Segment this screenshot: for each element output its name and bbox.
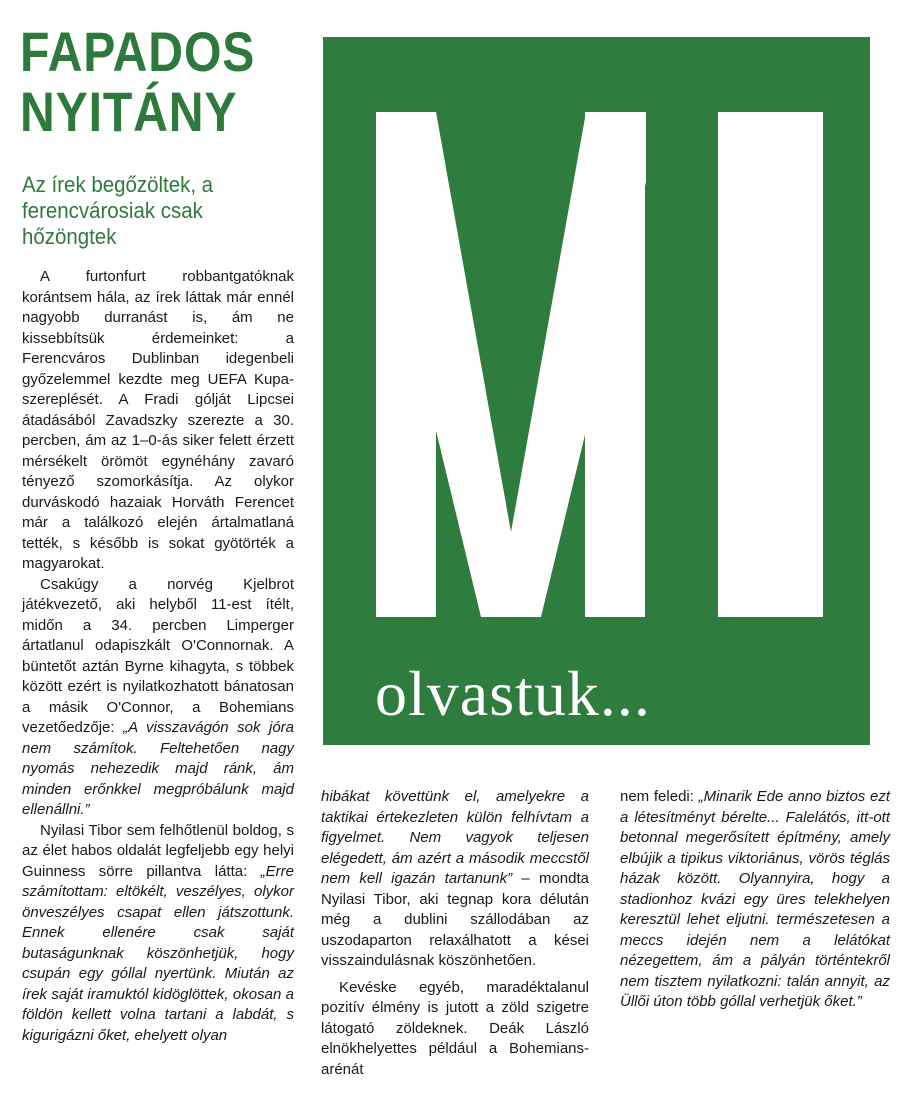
headline-line-2: NYITÁNY [20, 80, 238, 143]
paragraph-arena [620, 787, 890, 1013]
subheadline: Az írek begőzöltek, a ferencvárosiak csak hőzöngtek [22, 172, 214, 249]
headline [20, 22, 278, 142]
body-column-1 [22, 267, 294, 1046]
big-letters-label [323, 37, 324, 38]
headline-line-1: FAPADOS [20, 20, 256, 83]
quote-deak: „Minarik Ede anno biztos ezt a létesítményt bérelte... Falelátós, itt-ott betonnal megerősített építmény, amely elbújik a tipikus viktoriánus, vörös téglás házak között. Olyannyira, hogy a stadionhoz kvázi egy üres telekhelyen keresztül lehet eljutni. természetesen a meccs idején nem a lelátókat nézegettem, ám a pályán történtekről nem tisztem nyilatkozni: talán annyit, az Üllői úton több góllal verhetjük őket.” [620, 788, 890, 1010]
paragraph-nyilasi [22, 821, 294, 1047]
column-title-olvastuk: olvastuk... [375, 658, 651, 729]
letter-m-vee [376, 112, 646, 617]
quote-oconnor: „A visszavágón sok jóra nem számítok. Feltehetően nagy nyomás nehezedik majd ránk, ám minden erőnkkel megpróbálunk majd ellenállni.” [22, 719, 294, 818]
paragraph-arena-text: nem feledi: [620, 788, 699, 805]
quote-nyilasi-end: hibákat követtünk el, amelyekre a taktikai értekezleten külön felhívtam a figyelmet. Nem vagyok teljesen elégedett, ám azért a második meccstől nem kell igazán tartanunk” [321, 788, 589, 887]
paragraph-continued-text: – mondta Nyilasi Tibor, aki tegnap kora délután még a dublini szállodában az uszodaparton relaxálhatott a kései visszaindulásnak köszönhetően. [321, 870, 589, 969]
body-column-3 [620, 787, 890, 1013]
paragraph-nyilasi-text: Nyilasi Tibor sem felhőtlenül boldog, s az élet habos oldalát legfeljebb egy helyi Guinness sörre pillantva látta: [22, 821, 294, 880]
paragraph-referee-text: Csakúgy a norvég Kjelbrot játékvezető, aki helyből 11-est ítélt, midőn a 34. percben Limperger ártatlanul odapiszkált O'Connornak. A büntetőt aztán Byrne kihagyta, s többek között ezért is nyilatkozhatott bánatosan a másik O'Connor, a Bohemians vezetőedzője: [22, 575, 294, 736]
body-column-2 [321, 787, 589, 1080]
paragraph-intro: A furtonfurt robbantgatóknak korántsem hála, az írek láttak már ennél nagyobb durranást is, ám ne kissebbítsük érdemeinket: a Ferencváros Dublinban idegenbeli győzelemmel kezdte meg UEFA Kupa-szereplését. A Fradi gólját Lipcsei átadásából Zavadszky szerezte a 30. percben, ám az 1–0-ás siker felett érzett mérsékelt örömöt egynéhány zavaró tényező szomorkásítja. Az olykor durváskodó hazaiak Horváth Ferencet már a találkozó elején ártalmatlaná tették, s később is sokat gyötörték a magyarokat. [22, 268, 294, 572]
quote-nyilasi: „Erre számítottam: eltökélt, veszélyes, olykor önveszélyes csapat ellen játszottunk. Ennek ellenére csak saját butaságunknak köszönhetjük, hogy csupán egy góllal nyertünk. Miután az írek saját iramuktól kidöglöttek, okosan a földön kellett volna tartani a labdát, s kigurigázni őket, ehelyett olyan [22, 862, 294, 1044]
letter-i [718, 112, 823, 617]
paragraph-referee [22, 575, 294, 821]
paragraph-continued [321, 787, 589, 972]
column-logo-box [323, 37, 870, 745]
paragraph-experience: Kevéske egyéb, maradéktalanul pozitív élmény is jutott a zöld szigetre látogató zöldeknek. Deák László elnökhelyettes például a Bohemians-arénát [321, 978, 589, 1078]
